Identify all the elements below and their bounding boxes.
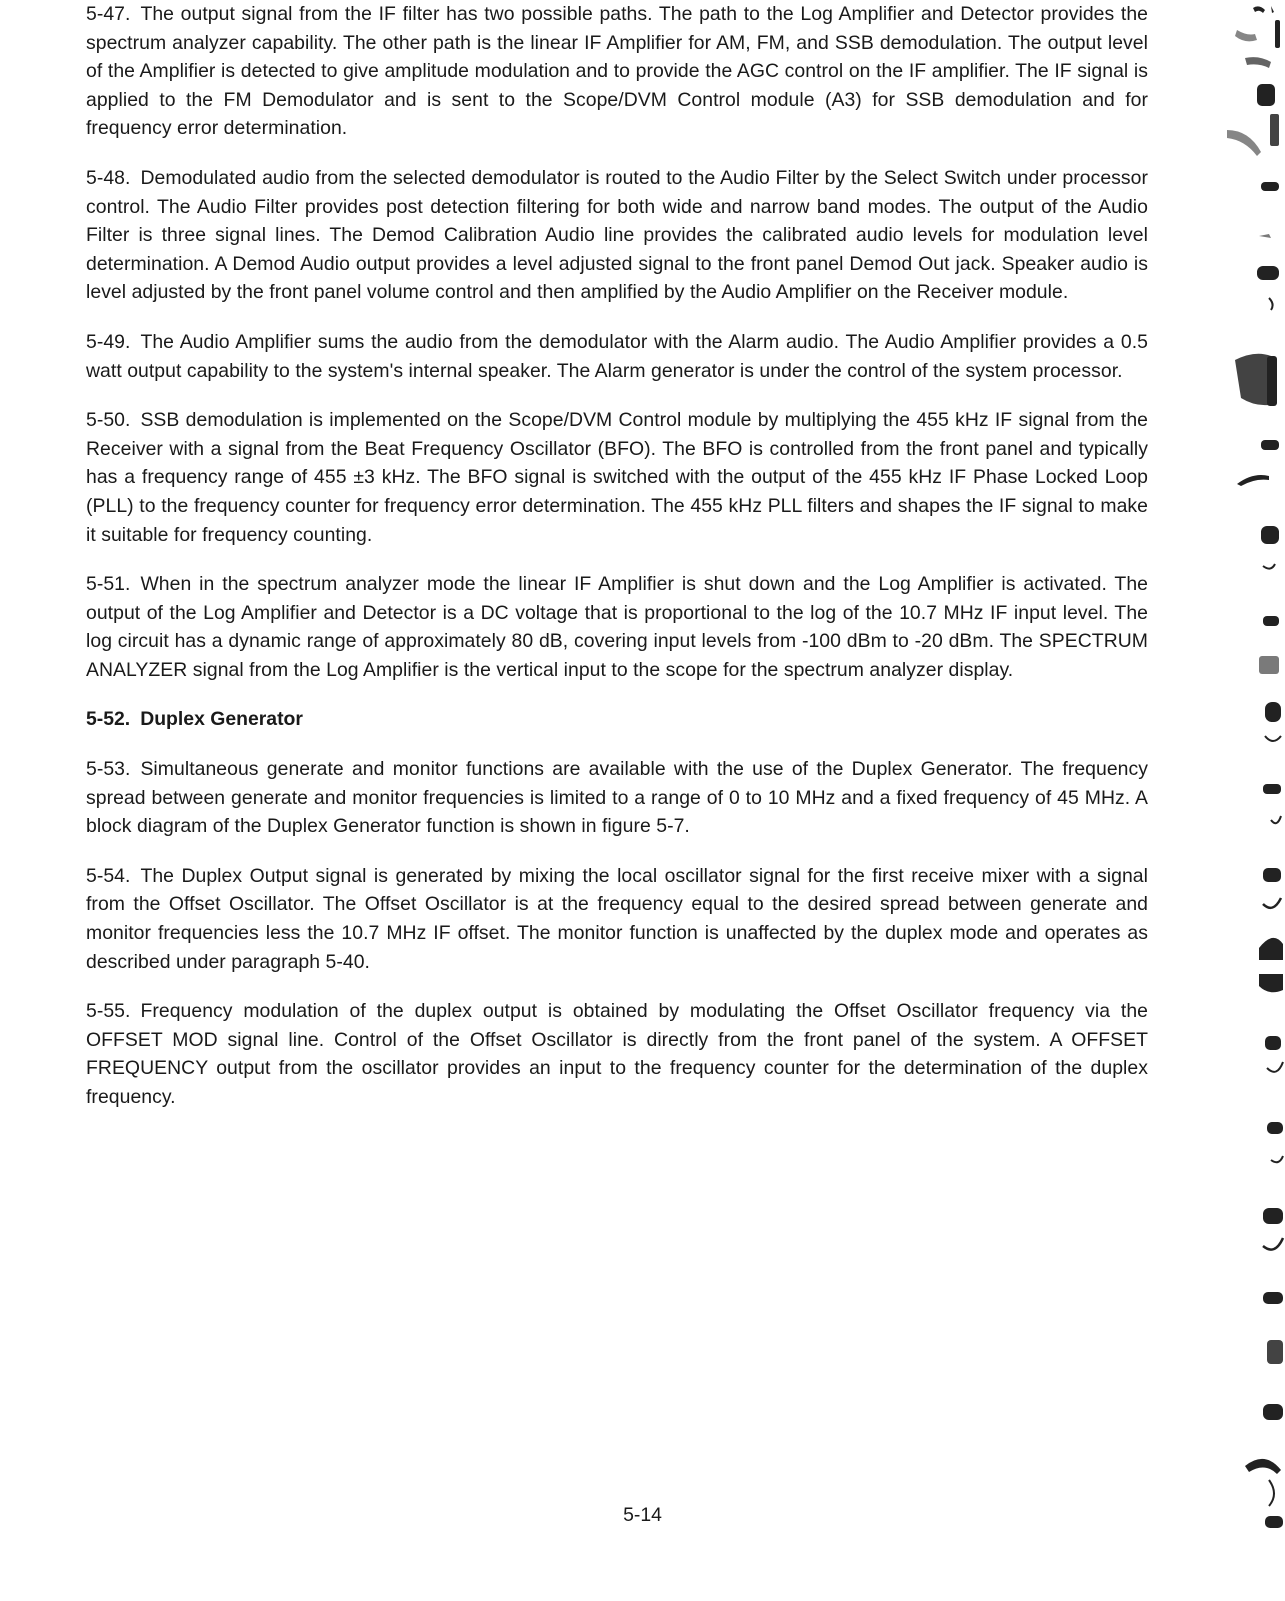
binding-edge-marks: [1175, 0, 1285, 1601]
paragraph-number: 5-53.: [86, 758, 131, 781]
paragraph-text: Frequency modulation of the duplex output is obtained by modulating the Offset Oscillator frequency via the OFFSET MOD signal line. Control of the Offset Oscillator is directly from the front panel of the system. A OFFSET FREQUENCY output from the oscillator provides an input to the frequency counter for the determination of the duplex frequency.: [86, 1000, 1148, 1108]
paragraph-number: 5-47.: [86, 3, 131, 25]
paragraph-number: 5-49.: [86, 330, 131, 353]
paragraph-5-54: [86, 862, 1148, 976]
paragraph-number: 5-54.: [86, 864, 131, 887]
paragraph-text: The Duplex Output signal is generated by mixing the local oscillator signal for the first receive mixer with a signal from the Offset Oscillator. The Offset Oscillator is at the frequency equal to the desired spread between generate and monitor frequencies less the 10.7 MHz IF offset. The monitor function is unaffected by the duplex mode and operates as described under paragraph 5-40.: [86, 864, 1148, 973]
section-heading-title: Duplex Generator: [140, 708, 303, 731]
paragraph-5-47: [86, 0, 1148, 143]
section-heading-number: 5-52.: [86, 708, 131, 731]
paragraph-text: The Audio Amplifier sums the audio from the demodulator with the Alarm audio. The Audio Amplifier provides a 0.5 watt output capability to the system's internal speaker. The Alarm generator is under the control of the system processor.: [86, 330, 1148, 382]
paragraph-text: SSB demodulation is implemented on the Scope/DVM Control module by multiplying the 455 kHz IF signal from the Receiver with a signal from the Beat Frequency Oscillator (BFO). The BFO is controlled from the front panel and typically has a frequency range of 455 ±3 kHz. The BFO signal is switched with the output of the 455 kHz IF Phase Locked Loop (PLL) to the frequency counter for frequency error determination. The 455 kHz PLL filters and shapes the IF signal to make it suitable for frequency counting.: [86, 409, 1148, 546]
paragraph-text: Simultaneous generate and monitor functions are available with the use of the Duplex Generator. The frequency spread between generate and monitor frequencies is limited to a range of 0 to 10 MHz and a fixed frequency of 45 MHz. A block diagram of the Duplex Generator function is shown in figure 5-7.: [86, 758, 1148, 838]
paragraph-5-50: [86, 406, 1148, 549]
paragraph-number: 5-48.: [86, 166, 131, 189]
paragraph-number: 5-50.: [86, 409, 131, 432]
paragraph-number: 5-55.: [86, 1000, 131, 1023]
paragraph-5-49: [86, 328, 1148, 385]
page-body: [86, 0, 1148, 1133]
paragraph-number: 5-51.: [86, 573, 131, 596]
paragraph-text: Demodulated audio from the selected demodulator is routed to the Audio Filter by the Select Switch under processor control. The Audio Filter provides post detection filtering for both wide and narrow band modes. The output of the Audio Filter is three signal lines. The Demod Calibration Audio line provides the calibrated audio levels for modulation level determination. A Demod Audio output provides a level adjusted signal to the front panel Demod Out jack. Speaker audio is level adjusted by the front panel volume control and then amplified by the Audio Amplifier on the Receiver module.: [86, 166, 1148, 304]
paragraph-5-48: [86, 164, 1148, 307]
section-heading: [86, 705, 1148, 734]
paragraph-text: When in the spectrum analyzer mode the linear IF Amplifier is shut down and the Log Amplifier is activated. The output of the Log Amplifier and Detector is a DC voltage that is proportional to the log of the 10.7 MHz IF input level. The log circuit has a dynamic range of approximately 80 dB, covering input levels from -100 dBm to -20 dBm. The SPECTRUM ANALYZER signal from the Log Amplifier is the vertical input to the scope for the spectrum analyzer display.: [86, 573, 1148, 681]
paragraph-text: The output signal from the IF filter has two possible paths. The path to the Log Amplifier and Detector provides the spectrum analyzer capability. The other path is the linear IF Amplifier for AM, FM, and SSB demodulation. The output level of the Amplifier is detected to give amplitude modulation and to provide the AGC control on the IF amplifier. The IF signal is applied to the FM Demodulator and is sent to the Scope/DVM Control module (A3) for SSB demodulation and for frequency error determination.: [86, 3, 1148, 140]
paragraph-5-51: [86, 570, 1148, 684]
paragraph-5-53: [86, 755, 1148, 841]
paragraph-5-55: [86, 997, 1148, 1111]
page-number: 5-14: [623, 1504, 662, 1526]
